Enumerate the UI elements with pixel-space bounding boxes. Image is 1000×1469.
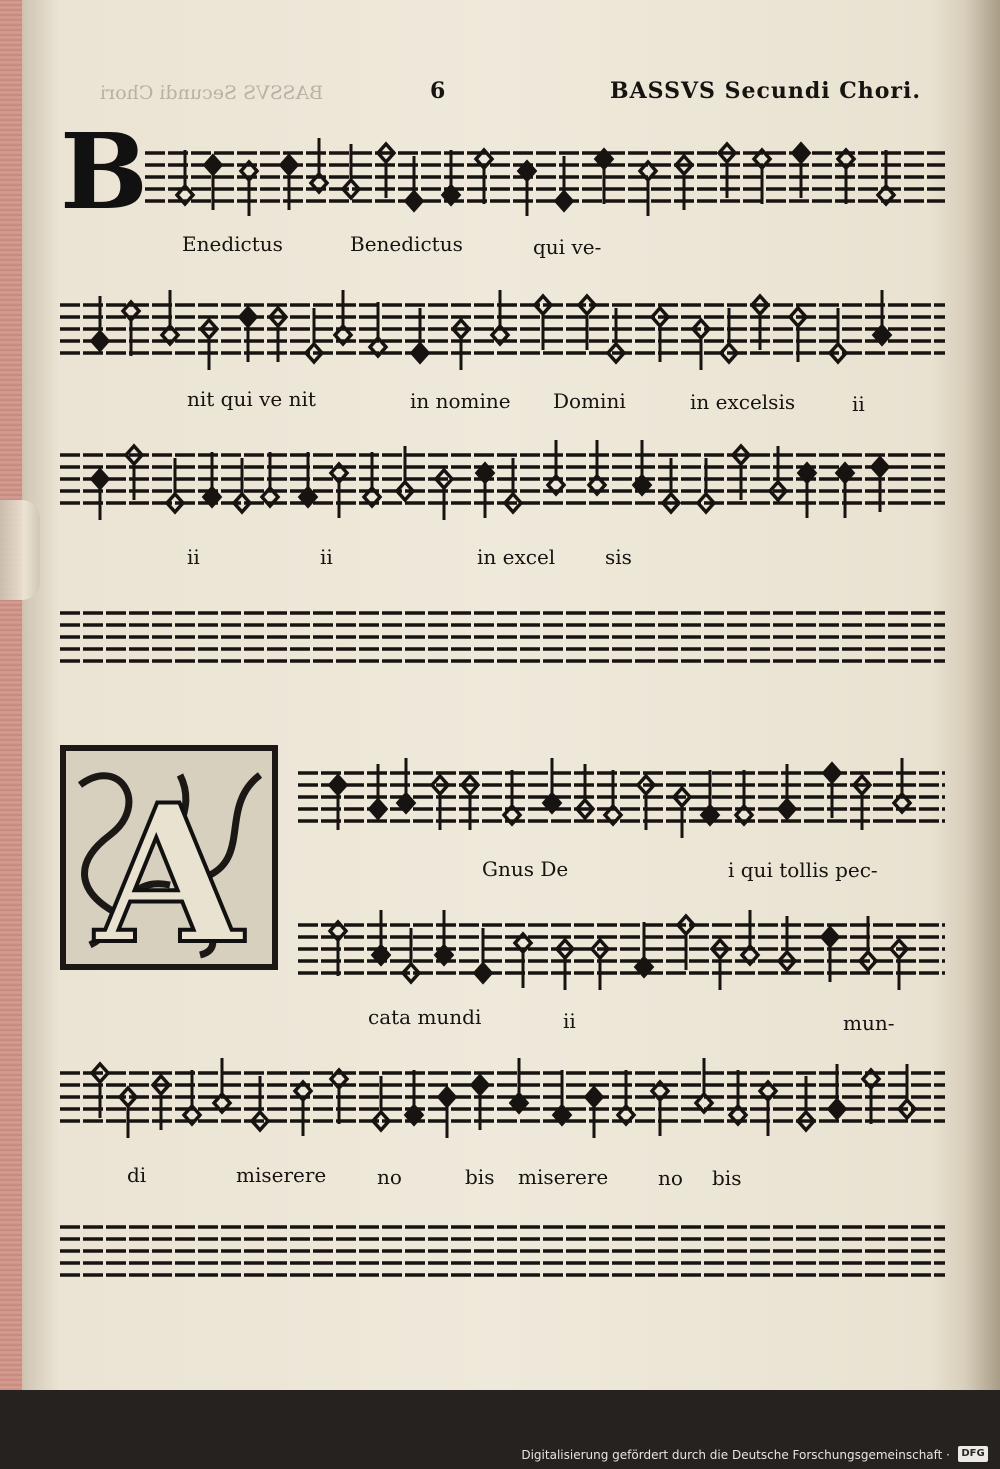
staff-8 — [60, 1202, 945, 1292]
decorated-initial-a — [60, 745, 278, 970]
lyric: in excel — [477, 545, 556, 569]
note-head — [412, 344, 428, 362]
lyric: nit qui ve nit — [187, 387, 316, 411]
staff-2 — [60, 280, 945, 370]
dfg-logo: DFG — [958, 1446, 988, 1462]
note-head — [824, 764, 840, 782]
note-head — [872, 458, 888, 476]
note-head — [829, 1100, 845, 1118]
lyric: qui ve- — [533, 235, 602, 259]
note-head — [406, 192, 422, 210]
note-head — [439, 1088, 455, 1106]
lyric: Benedictus — [350, 232, 463, 256]
staff-1 — [145, 128, 945, 218]
note-head — [281, 156, 297, 174]
lyric: no — [377, 1165, 402, 1189]
note-head — [475, 964, 491, 982]
lyric: i qui tollis pec- — [728, 858, 878, 882]
lyric: cata mundi — [368, 1005, 482, 1029]
staff-7 — [60, 1048, 945, 1138]
book-edge — [0, 0, 22, 1390]
lyric: Gnus De — [482, 857, 569, 881]
note-head — [556, 192, 572, 210]
page-number: 6 — [430, 78, 446, 104]
lyric: ii — [320, 545, 333, 569]
note-head — [370, 800, 386, 818]
lyric: miserere — [236, 1163, 327, 1187]
note-head — [822, 928, 838, 946]
lyric: no — [658, 1166, 683, 1190]
lyric: sis — [605, 545, 632, 569]
note-head — [586, 1088, 602, 1106]
lyric: Domini — [553, 389, 626, 413]
note-head — [205, 156, 221, 174]
footer-credit: Digitalisierung gefördert durch die Deutsche Forschungsgemeinschaft · — [521, 1448, 950, 1462]
staff-3 — [60, 430, 945, 520]
page-clip — [0, 500, 40, 600]
lyric: di — [127, 1163, 147, 1187]
note-head — [240, 308, 256, 326]
note-head — [779, 800, 795, 818]
lyric: ii — [852, 392, 865, 416]
lyric: miserere — [518, 1165, 609, 1189]
lyric: ii — [187, 545, 200, 569]
note-head — [472, 1076, 488, 1094]
lyric: in excelsis — [690, 390, 796, 414]
lyric: bis — [712, 1166, 742, 1190]
bleed-through-heading: BASSVS Secundi Chori — [100, 82, 324, 104]
note-head — [92, 332, 108, 350]
note-head — [330, 776, 346, 794]
part-title: BASSVS Secundi Chori. — [610, 78, 922, 104]
staff-6 — [298, 900, 945, 990]
staff-5 — [298, 748, 945, 838]
note-head — [793, 144, 809, 162]
lyric: ii — [563, 1009, 576, 1033]
note-head — [92, 470, 108, 488]
lyric: bis — [465, 1165, 495, 1189]
staff-4 — [60, 588, 945, 678]
lyric: mun- — [843, 1011, 895, 1035]
initial-letter-b: B — [60, 110, 148, 233]
initial-letter-a: A — [95, 763, 243, 970]
lyric: Enedictus — [182, 232, 283, 256]
lyric: in nomine — [410, 389, 511, 413]
